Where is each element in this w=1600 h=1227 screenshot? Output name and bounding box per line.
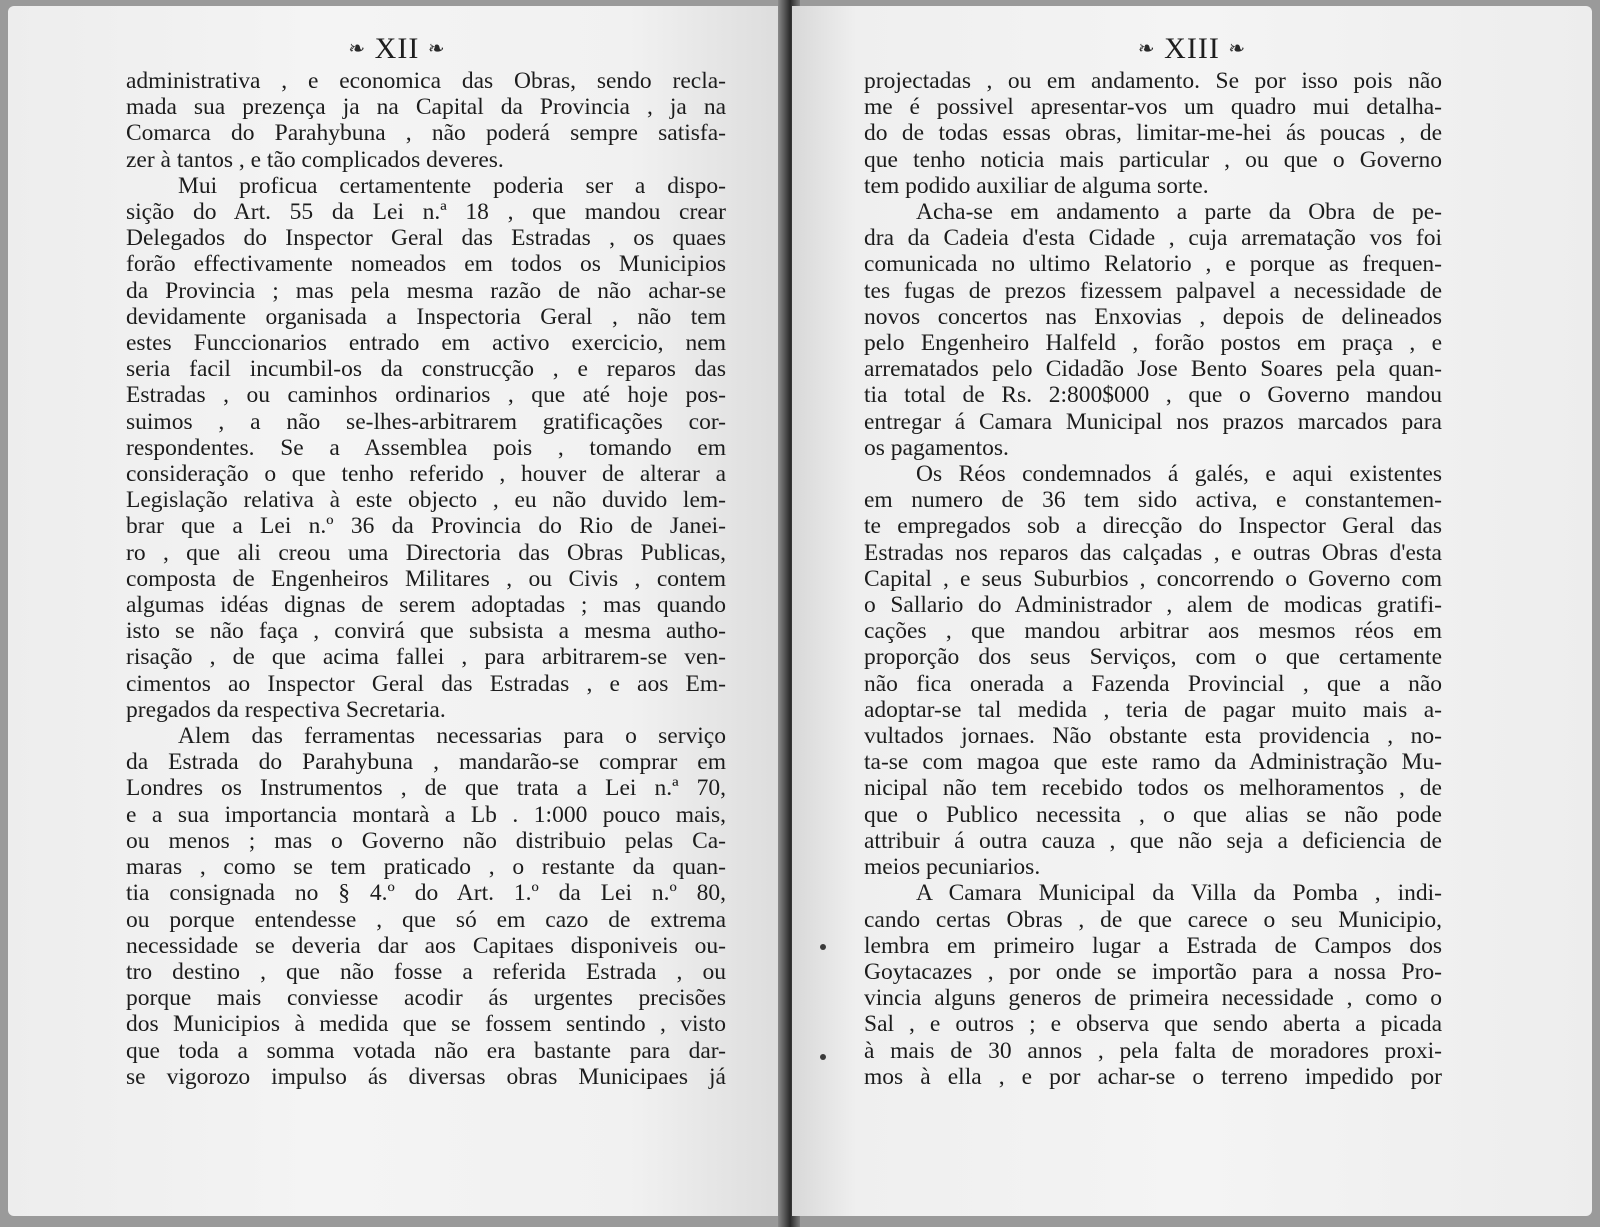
text-line: mos à ella , e por achar-se o terreno impedido por bbox=[864, 1063, 1442, 1090]
text-line: seria facil incumbil-os da construcção , e reparos das bbox=[126, 356, 726, 383]
text-line: devidamente organisada a Inspectoria Geral , não tem bbox=[126, 303, 726, 330]
text-line: que o Publico necessita , o que alias se não pode bbox=[864, 801, 1442, 828]
text-line: necessidade se deveria dar aos Capitaes disponiveis ou- bbox=[126, 932, 726, 959]
text-line: ro , que ali creou uma Directoria das Obras Publicas, bbox=[126, 539, 726, 566]
text-line: lembra em primeiro lugar a Estrada de Campos dos bbox=[864, 932, 1442, 959]
text-line: comunicada no ultimo Relatorio , e porque as frequen- bbox=[864, 251, 1442, 278]
page-number: XII bbox=[374, 32, 420, 65]
ornament-icon: ❧ bbox=[1137, 38, 1156, 60]
text-line: tia total de Rs. 2:800$000 , que o Governo mandou bbox=[864, 382, 1442, 409]
text-line: Estradas nos reparos das calçadas , e outras Obras d'esta bbox=[864, 539, 1442, 566]
right-page-header bbox=[792, 32, 1592, 66]
text-line: vultados jornaes. Não obstante esta providencia , no- bbox=[864, 723, 1442, 750]
text-line: Goytacazes , por onde se importão para a nossa Pro- bbox=[864, 958, 1442, 985]
text-line: e a sua importancia montarà a Lb . 1:000 pouco mais, bbox=[126, 801, 726, 828]
text-line: cações , que mandou arbitrar aos mesmos réos em bbox=[864, 618, 1442, 645]
text-line: Mui proficua certamentente poderia ser a dispo- bbox=[178, 172, 726, 199]
text-line: dos Municipios à medida que se fossem sentindo , visto bbox=[126, 1011, 726, 1038]
text-line: A Camara Municipal da Villa da Pomba , indi- bbox=[916, 880, 1442, 907]
text-line: cimentos ao Inspector Geral das Estradas , e aos Em- bbox=[126, 670, 726, 697]
text-line: novos concertos nas Enxovias , depois de delineados bbox=[864, 303, 1442, 330]
text-line: consideração o que tenho referido , houver de alterar a bbox=[126, 461, 726, 488]
ornament-icon: ❧ bbox=[348, 38, 367, 60]
text-line: suimos , a não se-lhes-arbitrarem gratificações cor- bbox=[126, 408, 726, 435]
ink-speck bbox=[820, 1054, 826, 1060]
text-line: projectadas , ou em andamento. Se por isso pois não bbox=[864, 68, 1442, 94]
text-line: Acha-se em andamento a parte da Obra de pe- bbox=[916, 199, 1442, 226]
text-line: pregados da respectiva Secretaria. bbox=[126, 696, 446, 723]
text-line: tes fugas de prezos fizessem palpavel a necessidade de bbox=[864, 277, 1442, 304]
text-line: Alem das ferramentas necessarias para o serviço bbox=[178, 723, 726, 750]
text-line: adoptar-se tal medida , teria de pagar muito mais a- bbox=[864, 696, 1442, 723]
text-line: da Estrada do Parahybuna , mandarão-se comprar em bbox=[126, 749, 726, 776]
ornament-icon: ❧ bbox=[427, 38, 446, 60]
text-line: brar que a Lei n.º 36 da Provincia do Rio de Janei- bbox=[126, 513, 726, 540]
text-line: porque mais conviesse acodir ás urgentes precisões bbox=[126, 985, 726, 1012]
text-line: sição do Art. 55 da Lei n.ª 18 , que mandou crear bbox=[126, 199, 726, 226]
text-line: não fica onerada a Fazenda Provincial , que a não bbox=[864, 670, 1442, 697]
text-line: ta-se com magoa que este ramo da Administração Mu- bbox=[864, 749, 1442, 776]
left-page-header bbox=[8, 32, 786, 66]
text-line: forão effectivamente nomeados em todos os Municipios bbox=[126, 251, 726, 278]
text-line: Sal , e outros ; e observa que sendo aberta a picada bbox=[864, 1011, 1442, 1038]
text-line: Delegados do Inspector Geral das Estradas , os quaes bbox=[126, 225, 726, 252]
text-line: meios pecuniarios. bbox=[864, 854, 1041, 881]
left-page bbox=[8, 6, 786, 1216]
text-line: respondentes. Se a Assemblea pois , tomando em bbox=[126, 434, 726, 461]
ornament-icon: ❧ bbox=[1228, 38, 1247, 60]
text-line: Capital , e seus Suburbios , concorrendo o Governo com bbox=[864, 565, 1442, 592]
text-line: do de todas essas obras, limitar-me-hei ás poucas , de bbox=[864, 120, 1442, 147]
text-line: vincia alguns generos de primeira necessidade , como o bbox=[864, 985, 1442, 1012]
text-line: da Provincia ; mas pela mesma razão de não achar-se bbox=[126, 277, 726, 304]
ink-speck bbox=[820, 944, 826, 950]
text-line: entregar á Camara Municipal nos prazos marcados para bbox=[864, 408, 1442, 435]
left-page-body bbox=[126, 68, 726, 1090]
text-line: que tenho noticia mais particular , ou que o Governo bbox=[864, 146, 1442, 173]
text-line: Estradas , ou caminhos ordinarios , que até hoje pos- bbox=[126, 382, 726, 409]
text-line: tem podido auxiliar de alguma sorte. bbox=[864, 172, 1209, 199]
text-line: Os Réos condemnados á galés, e aqui existentes bbox=[916, 461, 1442, 488]
text-line: que toda a somma votada não era bastante para dar- bbox=[126, 1037, 726, 1064]
text-line: cando certas Obras , de que carece o seu Municipio, bbox=[864, 906, 1442, 933]
text-line: Comarca do Parahybuna , não poderá sempre satisfa- bbox=[126, 120, 726, 147]
text-line: composta de Engenheiros Militares , ou Civis , contem bbox=[126, 565, 726, 592]
text-line: os pagamentos. bbox=[864, 434, 1009, 461]
text-line: me é possivel apresentar-vos um quadro mui detalha- bbox=[864, 94, 1442, 121]
text-line: dra da Cadeia d'esta Cidade , cuja arrematação vos foi bbox=[864, 225, 1442, 252]
right-page-body bbox=[864, 68, 1442, 1090]
text-line: mada sua prezença ja na Capital da Provincia , ja na bbox=[126, 94, 726, 121]
text-line: estes Funccionarios entrado em activo exercicio, nem bbox=[126, 330, 726, 357]
text-line: administrativa , e economica das Obras, sendo recla- bbox=[126, 68, 726, 94]
text-line: risação , de que acima fallei , para arbitrarem-se ven- bbox=[126, 644, 726, 671]
text-line: à mais de 30 annos , pela falta de moradores proxi- bbox=[864, 1037, 1442, 1064]
text-line: Legislação relativa à este objecto , eu não duvido lem- bbox=[126, 487, 726, 514]
text-line: maras , como se tem praticado , o restante da quan- bbox=[126, 854, 726, 881]
text-line: tro destino , que não fosse a referida Estrada , ou bbox=[126, 958, 726, 985]
text-line: ou porque entendesse , que só em cazo de extrema bbox=[126, 906, 726, 933]
text-line: isto se não faça , convirá que subsista a mesma autho- bbox=[126, 618, 726, 645]
right-page bbox=[792, 6, 1592, 1216]
text-line: nicipal não tem recebido todos os melhoramentos , de bbox=[864, 775, 1442, 802]
text-line: zer à tantos , e tão complicados deveres. bbox=[126, 146, 504, 173]
text-line: pelo Engenheiro Halfeld , forão postos em praça , e bbox=[864, 330, 1442, 357]
text-line: proporção dos seus Serviços, com o que certamente bbox=[864, 644, 1442, 671]
text-line: o Sallario do Administrador , alem de modicas gratifi- bbox=[864, 592, 1442, 619]
text-line: ou menos ; mas o Governo não distribuio pelas Ca- bbox=[126, 827, 726, 854]
text-line: algumas idéas dignas de serem adoptadas ; mas quando bbox=[126, 592, 726, 619]
text-line: tia consignada no § 4.º do Art. 1.º da Lei n.º 80, bbox=[126, 880, 726, 907]
text-line: Londres os Instrumentos , de que trata a Lei n.ª 70, bbox=[126, 775, 726, 802]
text-line: te empregados sob a direcção do Inspector Geral das bbox=[864, 513, 1442, 540]
text-line: em numero de 36 tem sido activa, e constantemen- bbox=[864, 487, 1442, 514]
text-line: attribuir á outra cauza , que não seja a deficiencia de bbox=[864, 827, 1442, 854]
page-number: XIII bbox=[1164, 32, 1220, 65]
text-line: se vigorozo impulso ás diversas obras Municipaes já bbox=[126, 1063, 726, 1090]
text-line: arrematados pelo Cidadão Jose Bento Soares pela quan- bbox=[864, 356, 1442, 383]
